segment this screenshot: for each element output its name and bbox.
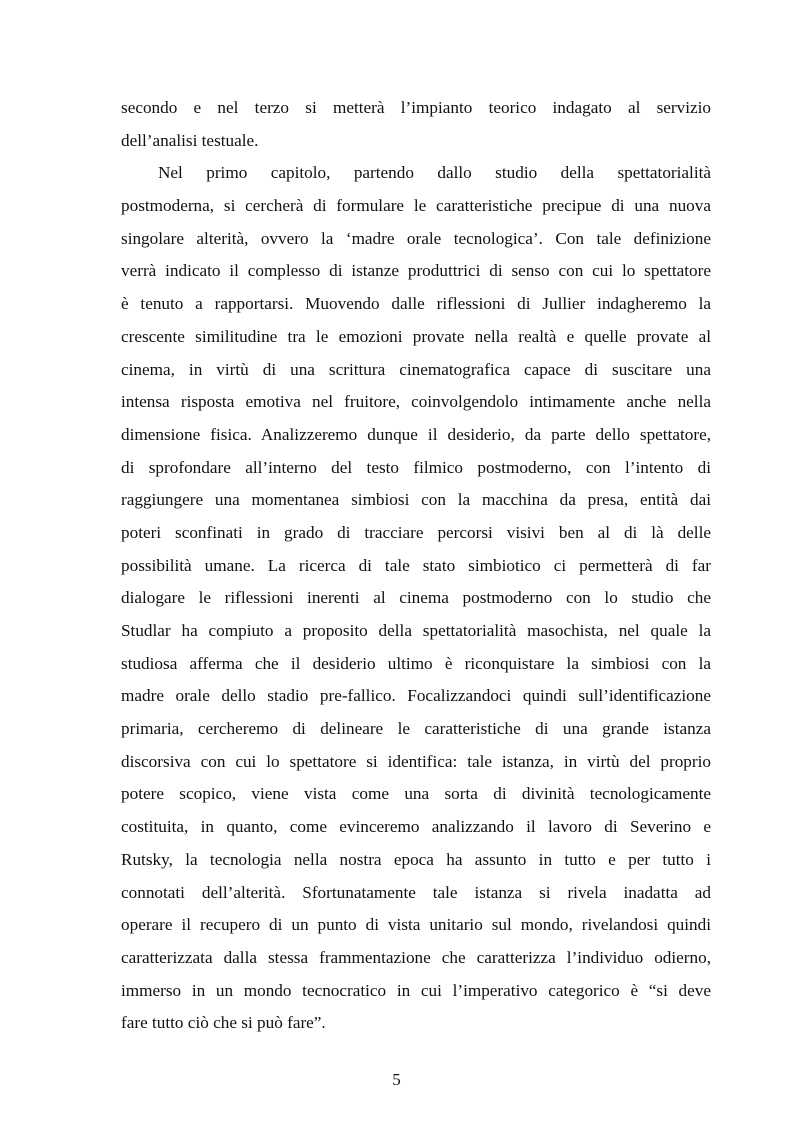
text-line: intensa risposta emotiva nel fruitore, coinvolgendolo intimamente anche nella [121, 392, 711, 412]
text-line: crescente similitudine tra le emozioni provate nella realtà e quelle provate al [121, 326, 711, 346]
text-line: Rutsky, la tecnologia nella nostra epoca ha assunto in tutto e per tutto i [121, 849, 711, 869]
text-line: operare il recupero di un punto di vista unitario sul mondo, rivelandosi quindi [121, 915, 711, 935]
text-line: poteri sconfinati in grado di tracciare percorsi visivi ben al di là delle [121, 522, 711, 542]
page-number: 5 [392, 1070, 401, 1089]
text-line: primaria, cercheremo di delineare le caratteristiche di una grande istanza [121, 719, 711, 739]
text-line: singolare alterità, ovvero la ‘madre orale tecnologica’. Con tale definizione [121, 228, 711, 248]
text-line: studiosa afferma che il desiderio ultimo è riconquistare la simbiosi con la [121, 653, 711, 673]
text-line: madre orale dello stadio pre-fallico. Focalizzandoci quindi sull’identificazione [121, 686, 711, 706]
text-line: potere scopico, viene vista come una sorta di divinità tecnologicamente [121, 784, 711, 804]
text-line: dell’analisi testuale. [121, 130, 259, 150]
text-line: postmoderna, si cercherà di formulare le caratteristiche precipue di una nuova [121, 196, 711, 216]
paragraph-first-line: Nel primo capitolo, partendo dallo studio della spettatorialità [158, 163, 711, 183]
text-line: è tenuto a rapportarsi. Muovendo dalle riflessioni di Jullier indagheremo la [121, 294, 711, 314]
text-line: possibilità umane. La ricerca di tale stato simbiotico ci permetterà di far [121, 555, 711, 575]
text-line: discorsiva con cui lo spettatore si identifica: tale istanza, in virtù del proprio [121, 751, 711, 771]
text-line: verrà indicato il complesso di istanze produttrici di senso con cui lo spettatore [121, 261, 711, 281]
text-line: Studlar ha compiuto a proposito della spettatorialità masochista, nel quale la [121, 621, 711, 640]
text-line: cinema, in virtù di una scrittura cinematografica capace di suscitare una [121, 359, 711, 379]
text-line: dialogare le riflessioni inerenti al cinema postmoderno con lo studio che [121, 588, 711, 608]
text-line: dimensione fisica. Analizzeremo dunque il desiderio, da parte dello spettatore, [121, 424, 711, 444]
text-line: immerso in un mondo tecnocratico in cui l’imperativo categorico è “si deve [121, 980, 711, 1000]
body-text [121, 92, 711, 1040]
paragraph-last-line: fare tutto ciò che si può fare”. [121, 1013, 326, 1033]
text-line: caratterizzata dalla stessa frammentazione che caratterizza l’individuo odierno, [121, 947, 711, 967]
text-line: secondo e nel terzo si metterà l’impianto teorico indagato al servizio [121, 98, 711, 117]
text-line: raggiungere una momentanea simbiosi con la macchina da presa, entità dai [121, 490, 711, 510]
text-line: costituita, in quanto, come evinceremo analizzando il lavoro di Severino e [121, 817, 711, 837]
text-line: di sprofondare all’interno del testo filmico postmoderno, con l’intento di [121, 457, 711, 477]
text-line: connotati dell’alterità. Sfortunatamente tale istanza si rivela inadatta ad [121, 882, 711, 902]
